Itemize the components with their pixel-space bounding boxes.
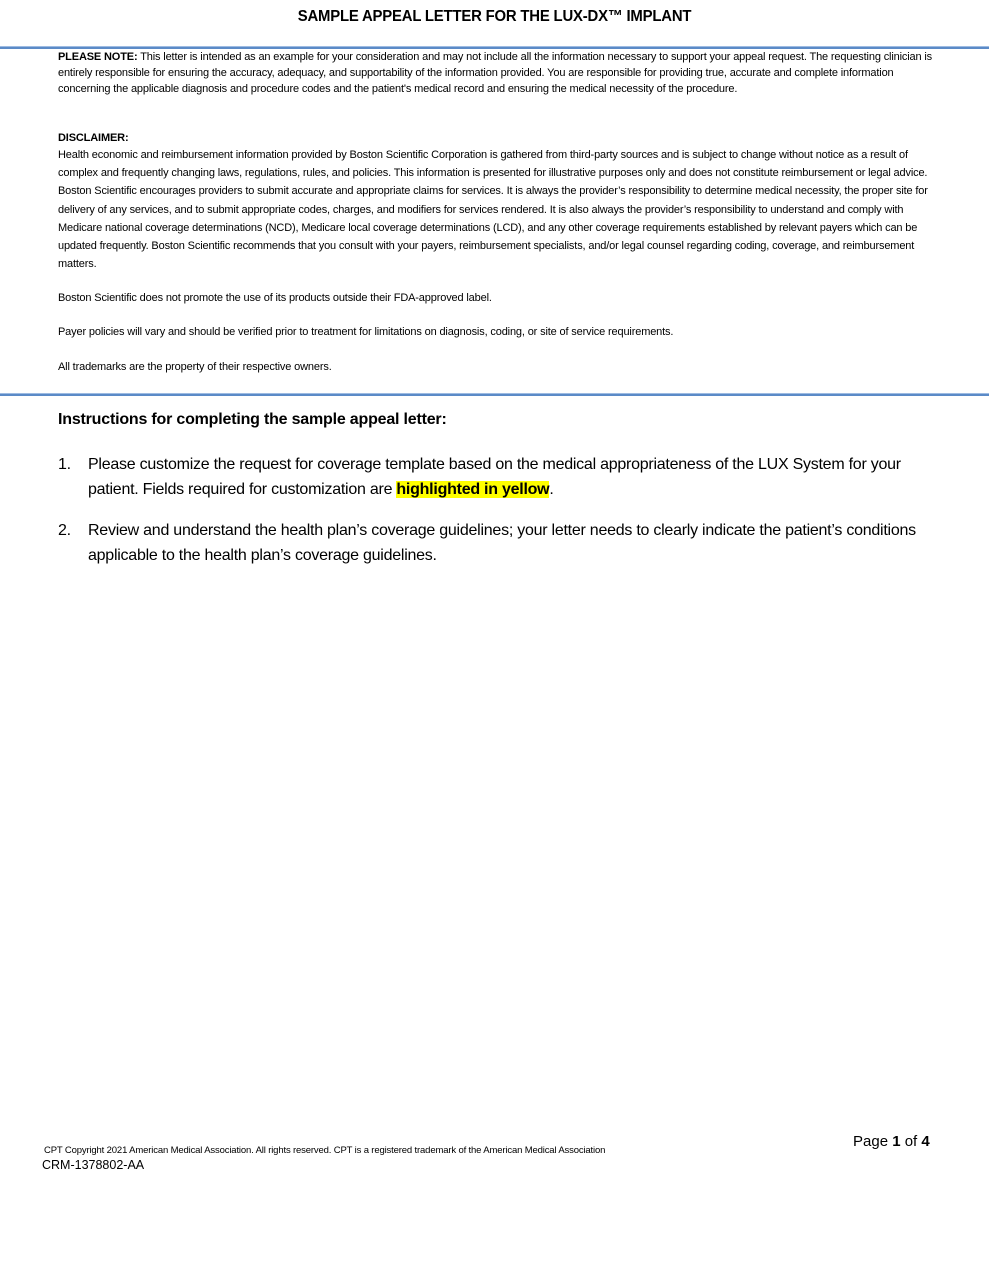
item-text-before: Please customize the request for coverage template based on the medical appropriateness of the LUX System for your patient. Fields required for customization are bbox=[88, 456, 901, 498]
item-text: Review and understand the health plan’s coverage guidelines; your letter needs to clearly indicate the patient’s conditions applicable to the health plan’s coverage guidelines. bbox=[88, 522, 916, 564]
payer-statement: Payer policies will vary and should be verified prior to treatment for limitations on diagnosis, coding, or site of service requirements. bbox=[58, 326, 674, 338]
cpt-copyright: CPT Copyright 2021 American Medical Association. All rights reserved. CPT is a registered trademark of the American Medical Association bbox=[44, 1145, 606, 1156]
instructions-list bbox=[58, 452, 918, 584]
page-label: Page bbox=[853, 1133, 893, 1150]
instruction-item-1 bbox=[58, 452, 918, 502]
current-page: 1 bbox=[892, 1133, 901, 1150]
please-note-paragraph bbox=[58, 50, 938, 97]
fda-statement: Boston Scientific does not promote the use of its products outside their FDA-approved label. bbox=[58, 292, 492, 304]
please-note-text: This letter is intended as an example for your consideration and may not include all the information necessary to support your appeal request. The requesting clinician is entirely responsible for ensuring the accuracy, adequacy, and supportability of the information provided. You are responsible for providing true, accurate and complete information concerning the applicable diagnosis and procedure codes and the patient's medical record and ensuring the medical necessity of the procedure. bbox=[58, 51, 933, 95]
item-number: 2. bbox=[58, 522, 71, 539]
item-text-after: . bbox=[549, 481, 554, 498]
instructions-heading: Instructions for completing the sample appeal letter: bbox=[58, 411, 447, 428]
document-code: CRM-1378802-AA bbox=[42, 1158, 145, 1172]
top-divider bbox=[0, 46, 989, 49]
page-of-label: of bbox=[900, 1133, 922, 1150]
disclaimer-heading: DISCLAIMER: bbox=[58, 132, 129, 144]
yellow-highlight: highlighted in yellow bbox=[396, 481, 550, 498]
page-number bbox=[853, 1133, 930, 1150]
document-title: SAMPLE APPEAL LETTER FOR THE LUX-DX™ IMPLANT bbox=[297, 8, 692, 25]
trademark-statement: All trademarks are the property of their respective owners. bbox=[58, 361, 332, 373]
disclaimer-body: Health economic and reimbursement information provided by Boston Scientific Corporation is gathered from third-party sources and is subject to change without notice as a result of complex and frequently changing laws, regulations, rules, and policies. This information is presented for illustrative purposes only and does not constitute reimbursement or legal advice. Boston Scientific encourages providers to submit accurate and appropriate claims for services. It is always the provider’s responsibility to determine medical necessity, the proper site for delivery of any services, and to submit appropriate codes, charges, and modifiers for services rendered. It is also always the provider’s responsibility to understand and comply with Medicare national coverage determinations (NCD), Medicare local coverage determinations (LCD), and any other coverage requirements established by relevant payers which can be updated frequently. Boston Scientific recommends that you consult with your payers, reimbursement specialists, and/or legal counsel regarding coding, coverage, and reimbursement matters. bbox=[58, 149, 928, 271]
bottom-divider bbox=[0, 393, 989, 396]
instruction-item-2 bbox=[58, 518, 918, 568]
item-number: 1. bbox=[58, 456, 71, 473]
please-note-label: PLEASE NOTE: bbox=[58, 51, 138, 63]
total-pages: 4 bbox=[921, 1133, 930, 1150]
item-text bbox=[88, 452, 918, 502]
